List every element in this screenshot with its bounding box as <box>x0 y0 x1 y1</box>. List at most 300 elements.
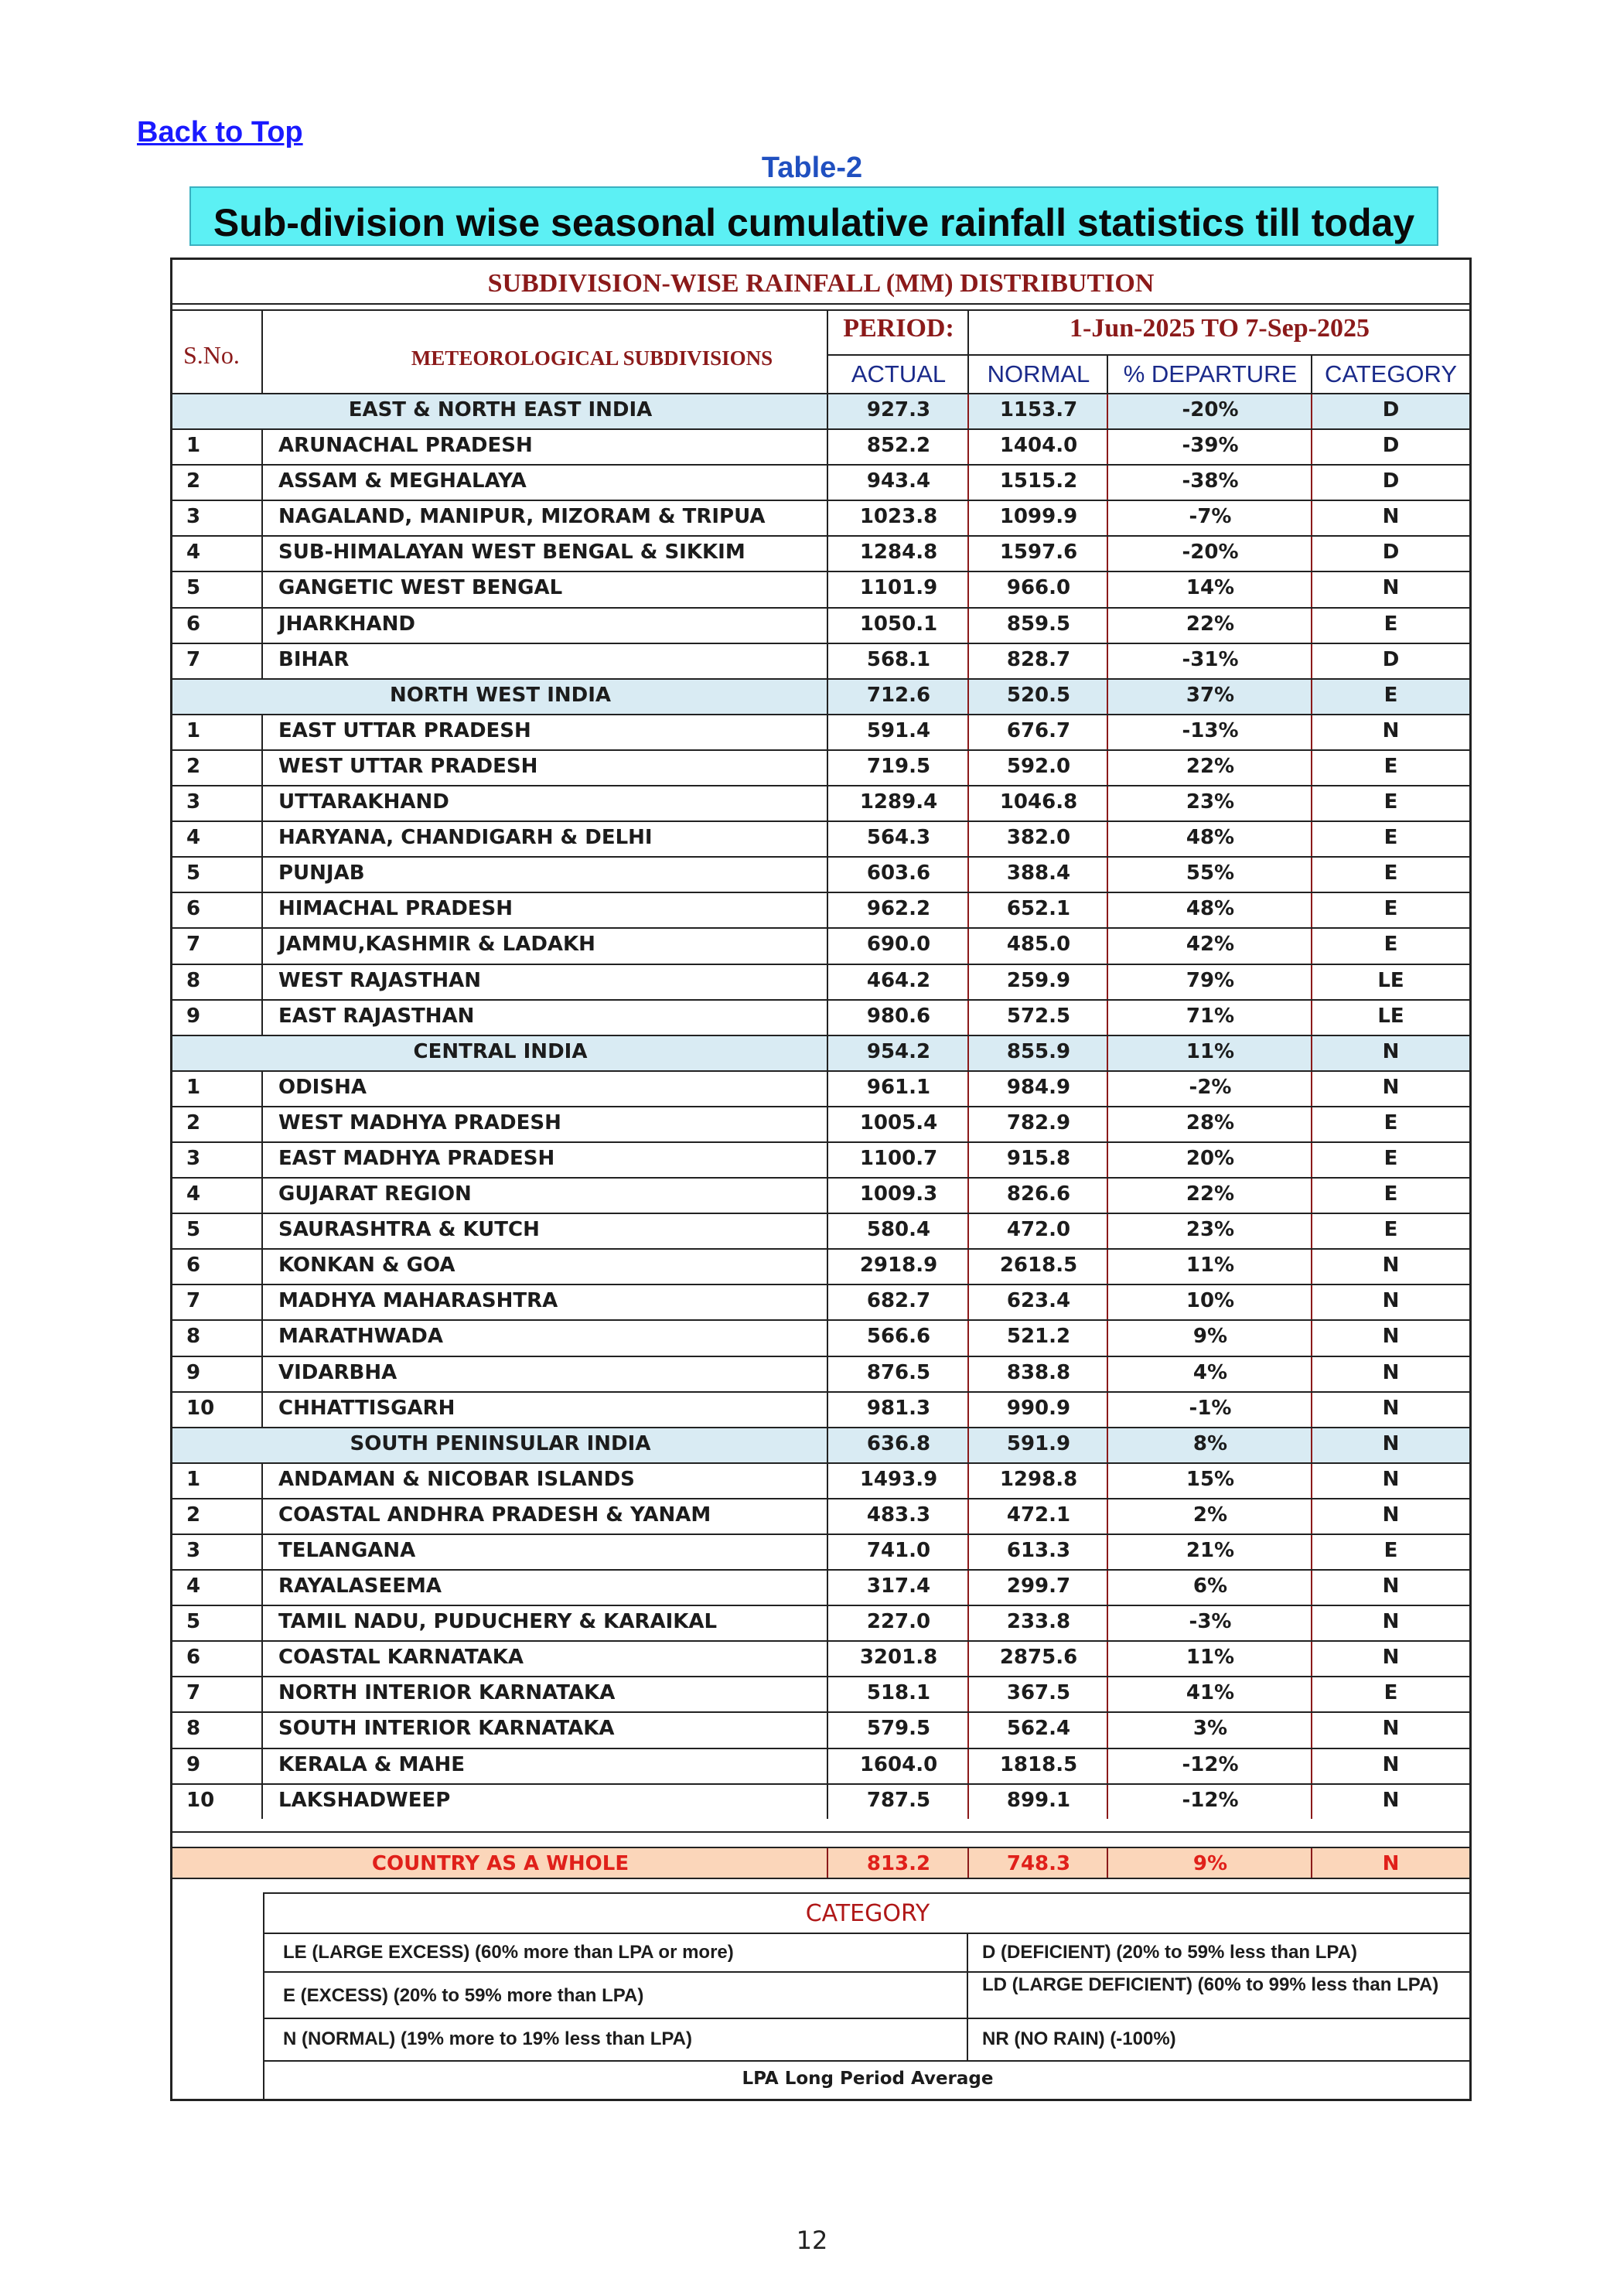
row-sno: 2 <box>186 754 201 778</box>
row-actual: 1009.3 <box>859 1182 938 1206</box>
row-normal: 562.4 <box>1006 1717 1071 1741</box>
row-departure: -2% <box>1189 1075 1232 1099</box>
row-subdivision: UTTARAKHAND <box>278 790 449 814</box>
row-normal: 1404.0 <box>999 434 1078 458</box>
table-row <box>172 1284 1469 1319</box>
period-range: 1-Jun-2025 TO 7-Sep-2025 <box>1070 314 1370 343</box>
row-sno: 7 <box>186 1289 201 1313</box>
table-row <box>172 1356 1469 1391</box>
row-category: E <box>1383 897 1398 921</box>
row-normal: 1298.8 <box>999 1467 1078 1491</box>
row-sno: 8 <box>186 1717 201 1741</box>
table-row <box>172 1319 1469 1355</box>
row-departure: -7% <box>1189 505 1232 529</box>
row-category: LE <box>1377 1004 1404 1028</box>
row-normal: 367.5 <box>1006 1681 1071 1705</box>
row-category: D <box>1382 541 1400 565</box>
row-subdivision: TELANGANA <box>278 1539 416 1562</box>
row-departure: 10% <box>1186 1289 1235 1313</box>
row-normal: 2875.6 <box>999 1646 1078 1670</box>
row-category: N <box>1382 1396 1400 1420</box>
table-row <box>172 856 1469 892</box>
row-category: N <box>1382 1254 1400 1278</box>
row-actual: 787.5 <box>866 1788 931 1812</box>
row-departure: 22% <box>1186 612 1235 636</box>
row-category: E <box>1383 1182 1398 1206</box>
row-actual: 690.0 <box>866 933 931 957</box>
row-sno: 1 <box>186 1467 201 1491</box>
row-subdivision: COASTAL ANDHRA PRADESH & YANAM <box>278 1503 711 1527</box>
row-actual: 1005.4 <box>859 1110 938 1134</box>
row-sno: 2 <box>186 1110 201 1134</box>
row-subdivision: RAYALASEEMA <box>278 1574 442 1598</box>
row-subdivision: LAKSHADWEEP <box>278 1788 451 1812</box>
table-row <box>172 1534 1469 1569</box>
row-departure: 28% <box>1186 1110 1235 1134</box>
table-row <box>172 1748 1469 1783</box>
row-departure: 20% <box>1186 1146 1235 1170</box>
row-departure: 9% <box>1192 1325 1228 1349</box>
row-category: E <box>1383 754 1398 778</box>
row-normal: 782.9 <box>1006 1110 1071 1134</box>
table-row <box>172 964 1469 999</box>
table-row <box>172 1141 1469 1177</box>
row-departure: 14% <box>1186 576 1235 600</box>
row-departure: -3% <box>1189 1610 1232 1634</box>
row-normal: 592.0 <box>1006 754 1071 778</box>
row-category: D <box>1382 398 1400 421</box>
row-normal: 485.0 <box>1006 933 1071 957</box>
row-category: E <box>1383 933 1398 957</box>
row-actual: 566.6 <box>866 1325 931 1349</box>
row-sno: 3 <box>186 790 201 814</box>
row-normal: 591.9 <box>1006 1431 1071 1455</box>
row-normal: 1515.2 <box>999 469 1078 493</box>
row-subdivision: HIMACHAL PRADESH <box>278 897 513 921</box>
row-subdivision: BIHAR <box>278 647 350 671</box>
table-row <box>172 464 1469 500</box>
table-row <box>172 749 1469 785</box>
row-departure: 15% <box>1186 1467 1235 1491</box>
row-sno: 1 <box>186 434 201 458</box>
row-category: N <box>1382 1646 1400 1670</box>
row-sno: 10 <box>186 1396 215 1420</box>
country-category: N <box>1382 1852 1400 1875</box>
legend-e: E (EXCESS) (20% to 59% more than LPA) <box>283 1985 644 2006</box>
row-departure: 48% <box>1186 826 1235 850</box>
row-subdivision: ANDAMAN & NICOBAR ISLANDS <box>278 1467 635 1491</box>
row-sno: 9 <box>186 1004 201 1028</box>
legend-nr: NR (NO RAIN) (-100%) <box>982 2028 1176 2049</box>
row-subdivision: KONKAN & GOA <box>278 1254 455 1278</box>
table-row <box>172 607 1469 643</box>
row-category: N <box>1382 1752 1400 1776</box>
table-row <box>172 1070 1469 1106</box>
sno-header: S.No. <box>183 341 240 369</box>
row-subdivision: SOUTH INTERIOR KARNATAKA <box>278 1717 615 1741</box>
row-actual: 852.2 <box>866 434 931 458</box>
row-sno: 1 <box>186 718 201 742</box>
row-normal: 984.9 <box>1006 1075 1071 1099</box>
col-normal-header: NORMAL <box>987 360 1090 387</box>
subdivision-header: METEOROLOGICAL SUBDIVISIONS <box>411 346 773 370</box>
row-sno: 6 <box>186 612 201 636</box>
row-category: N <box>1382 576 1400 600</box>
col-departure-header: % DEPARTURE <box>1123 360 1298 387</box>
table-row <box>172 1498 1469 1534</box>
row-subdivision: EAST UTTAR PRADESH <box>278 718 531 742</box>
row-departure: 42% <box>1186 933 1235 957</box>
row-sno: 6 <box>186 897 201 921</box>
banner-title: Sub-division wise seasonal cumulative rainfall statistics till today <box>213 201 1415 244</box>
row-sno: 5 <box>186 1218 201 1242</box>
table-row <box>172 535 1469 571</box>
row-departure: -31% <box>1182 647 1239 671</box>
row-normal: 1046.8 <box>999 790 1078 814</box>
row-subdivision: ARUNACHAL PRADESH <box>278 434 533 458</box>
row-category: N <box>1382 1325 1400 1349</box>
row-normal: 899.1 <box>1006 1788 1071 1812</box>
row-sno: 4 <box>186 1182 201 1206</box>
row-departure: 22% <box>1186 1182 1235 1206</box>
row-departure: 8% <box>1192 1431 1228 1455</box>
row-departure: 21% <box>1186 1539 1235 1562</box>
row-actual: 927.3 <box>866 398 931 421</box>
row-sno: 7 <box>186 1681 201 1705</box>
row-subdivision: VIDARBHA <box>278 1360 397 1384</box>
legend-d: D (DEFICIENT) (20% to 59% less than LPA) <box>982 1942 1357 1963</box>
region-name: EAST & NORTH EAST INDIA <box>348 398 653 421</box>
row-category: N <box>1382 1039 1400 1063</box>
row-category: N <box>1382 1075 1400 1099</box>
table-row <box>172 1462 1469 1498</box>
row-category: LE <box>1377 968 1404 992</box>
row-subdivision: CHHATTISGARH <box>278 1396 455 1420</box>
row-departure: 6% <box>1192 1574 1228 1598</box>
region-row <box>172 678 1469 714</box>
row-subdivision: COASTAL KARNATAKA <box>278 1646 524 1670</box>
region-row <box>172 1035 1469 1070</box>
legend-n: N (NORMAL) (19% more to 19% less than LPA) <box>283 2028 692 2049</box>
row-departure: 71% <box>1186 1004 1235 1028</box>
col-actual-header: ACTUAL <box>851 360 947 387</box>
row-category: E <box>1383 612 1398 636</box>
row-departure: 11% <box>1186 1039 1235 1063</box>
row-actual: 961.1 <box>866 1075 931 1099</box>
row-sno: 5 <box>186 861 201 885</box>
row-departure: 79% <box>1186 968 1235 992</box>
row-subdivision: KERALA & MAHE <box>278 1752 466 1776</box>
row-departure: 48% <box>1186 897 1235 921</box>
row-category: E <box>1383 1146 1398 1170</box>
row-subdivision: JAMMU,KASHMIR & LADAKH <box>278 933 595 957</box>
row-subdivision: GUJARAT REGION <box>278 1182 472 1206</box>
row-actual: 1493.9 <box>859 1467 938 1491</box>
row-departure: -38% <box>1182 469 1239 493</box>
row-actual: 317.4 <box>866 1574 931 1598</box>
table-row <box>172 1676 1469 1711</box>
row-category: E <box>1383 1539 1398 1562</box>
row-subdivision: NAGALAND, MANIPUR, MIZORAM & TRIPUA <box>278 505 766 529</box>
row-subdivision: TAMIL NADU, PUDUCHERY & KARAIKAL <box>278 1610 718 1634</box>
country-label: COUNTRY AS A WHOLE <box>371 1852 629 1875</box>
row-actual: 1289.4 <box>859 790 938 814</box>
country-row <box>172 1847 1469 1879</box>
table-row <box>172 714 1469 749</box>
row-departure: 37% <box>1186 683 1235 707</box>
table-row <box>172 500 1469 535</box>
table-row <box>172 927 1469 963</box>
row-actual: 1050.1 <box>859 612 938 636</box>
row-normal: 855.9 <box>1006 1039 1071 1063</box>
row-normal: 915.8 <box>1006 1146 1071 1170</box>
row-category: N <box>1382 1788 1400 1812</box>
row-subdivision: SAURASHTRA & KUTCH <box>278 1218 540 1242</box>
row-sno: 8 <box>186 1325 201 1349</box>
row-actual: 1604.0 <box>859 1752 938 1776</box>
row-category: E <box>1383 861 1398 885</box>
row-sno: 6 <box>186 1254 201 1278</box>
row-sno: 3 <box>186 1146 201 1170</box>
row-actual: 464.2 <box>866 968 931 992</box>
legend-ld: LD (LARGE DEFICIENT) (60% to 99% less than LPA) <box>982 1974 1439 1995</box>
row-actual: 682.7 <box>866 1289 931 1313</box>
row-sno: 5 <box>186 576 201 600</box>
row-actual: 1284.8 <box>859 541 938 565</box>
row-actual: 954.2 <box>866 1039 931 1063</box>
page-number: 12 <box>796 2226 828 2255</box>
row-actual: 483.3 <box>866 1503 931 1527</box>
legend-le: LE (LARGE EXCESS) (60% more than LPA or more) <box>283 1942 734 1963</box>
row-normal: 623.4 <box>1006 1289 1071 1313</box>
row-departure: 3% <box>1192 1717 1228 1741</box>
table-row <box>172 1248 1469 1284</box>
row-actual: 518.1 <box>866 1681 931 1705</box>
row-sno: 8 <box>186 968 201 992</box>
category-legend <box>263 1892 1469 2099</box>
row-departure: -1% <box>1189 1396 1232 1420</box>
row-sno: 7 <box>186 933 201 957</box>
row-subdivision: MADHYA MAHARASHTRA <box>278 1289 558 1313</box>
row-normal: 613.3 <box>1006 1539 1071 1562</box>
row-sno: 4 <box>186 826 201 850</box>
row-subdivision: MARATHWADA <box>278 1325 443 1349</box>
row-subdivision: EAST MADHYA PRADESH <box>278 1146 555 1170</box>
row-category: E <box>1383 683 1398 707</box>
row-category: N <box>1382 1717 1400 1741</box>
row-category: N <box>1382 718 1400 742</box>
row-sno: 5 <box>186 1610 201 1634</box>
table-row <box>172 1177 1469 1213</box>
row-normal: 966.0 <box>1006 576 1071 600</box>
row-subdivision: WEST MADHYA PRADESH <box>278 1110 561 1134</box>
row-category: N <box>1382 1610 1400 1634</box>
row-normal: 299.7 <box>1006 1574 1071 1598</box>
table-row <box>172 643 1469 678</box>
row-subdivision: ASSAM & MEGHALAYA <box>278 469 527 493</box>
rainfall-table <box>170 258 1472 2101</box>
row-actual: 962.2 <box>866 897 931 921</box>
row-normal: 382.0 <box>1006 826 1071 850</box>
row-sno: 4 <box>186 541 201 565</box>
row-category: D <box>1382 647 1400 671</box>
table-row <box>172 1783 1469 1819</box>
row-sno: 4 <box>186 1574 201 1598</box>
row-category: E <box>1383 790 1398 814</box>
row-actual: 1101.9 <box>859 576 938 600</box>
table-row <box>172 571 1469 606</box>
row-subdivision: EAST RAJASTHAN <box>278 1004 475 1028</box>
row-departure: 23% <box>1186 790 1235 814</box>
row-departure: 11% <box>1186 1254 1235 1278</box>
row-departure: 4% <box>1192 1360 1228 1384</box>
row-sno: 6 <box>186 1646 201 1670</box>
row-sno: 2 <box>186 1503 201 1527</box>
row-actual: 876.5 <box>866 1360 931 1384</box>
row-subdivision: WEST RAJASTHAN <box>278 968 481 992</box>
region-name: CENTRAL INDIA <box>413 1039 588 1063</box>
region-name: NORTH WEST INDIA <box>389 683 612 707</box>
table-row <box>172 1213 1469 1248</box>
banner <box>189 186 1438 246</box>
row-departure: 55% <box>1186 861 1235 885</box>
region-name: SOUTH PENINSULAR INDIA <box>350 1431 651 1455</box>
table-title: SUBDIVISION-WISE RAINFALL (MM) DISTRIBUTION <box>487 269 1155 298</box>
row-sno: 3 <box>186 1539 201 1562</box>
row-actual: 2918.9 <box>859 1254 938 1278</box>
row-normal: 521.2 <box>1006 1325 1071 1349</box>
row-subdivision: HARYANA, CHANDIGARH & DELHI <box>278 826 653 850</box>
row-subdivision: ODISHA <box>278 1075 367 1099</box>
legend-lpa: LPA Long Period Average <box>742 2069 994 2089</box>
legend-title: CATEGORY <box>805 1900 930 1927</box>
table-row <box>172 999 1469 1035</box>
row-normal: 259.9 <box>1006 968 1071 992</box>
table-row <box>172 428 1469 464</box>
row-actual: 943.4 <box>866 469 931 493</box>
row-normal: 520.5 <box>1006 683 1071 707</box>
row-sno: 9 <box>186 1360 201 1384</box>
row-actual: 981.3 <box>866 1396 931 1420</box>
row-normal: 2618.5 <box>999 1254 1078 1278</box>
row-actual: 712.6 <box>866 683 931 707</box>
row-departure: -20% <box>1182 541 1239 565</box>
row-actual: 741.0 <box>866 1539 931 1562</box>
country-departure: 9% <box>1192 1852 1228 1875</box>
row-category: D <box>1382 434 1400 458</box>
row-sno: 1 <box>186 1075 201 1099</box>
row-category: N <box>1382 1431 1400 1455</box>
row-normal: 859.5 <box>1006 612 1071 636</box>
row-departure: -12% <box>1182 1788 1239 1812</box>
table-label: Table-2 <box>761 152 863 184</box>
row-normal: 838.8 <box>1006 1360 1071 1384</box>
row-subdivision: WEST UTTAR PRADESH <box>278 754 538 778</box>
row-sno: 7 <box>186 647 201 671</box>
row-normal: 472.1 <box>1006 1503 1071 1527</box>
row-subdivision: PUNJAB <box>278 861 365 885</box>
row-normal: 828.7 <box>1006 647 1071 671</box>
row-actual: 3201.8 <box>859 1646 938 1670</box>
row-actual: 564.3 <box>866 826 931 850</box>
row-normal: 1099.9 <box>999 505 1078 529</box>
row-category: E <box>1383 1218 1398 1242</box>
row-actual: 227.0 <box>866 1610 931 1634</box>
row-normal: 233.8 <box>1006 1610 1071 1634</box>
row-category: E <box>1383 1110 1398 1134</box>
row-normal: 676.7 <box>1006 718 1071 742</box>
row-actual: 579.5 <box>866 1717 931 1741</box>
country-normal: 748.3 <box>1006 1852 1071 1875</box>
row-departure: -39% <box>1182 434 1239 458</box>
row-actual: 603.6 <box>866 861 931 885</box>
row-actual: 1100.7 <box>859 1146 938 1170</box>
table-row <box>172 1391 1469 1427</box>
row-normal: 1153.7 <box>999 398 1078 421</box>
table-row <box>172 1605 1469 1640</box>
table-row <box>172 1106 1469 1141</box>
table-row <box>172 1640 1469 1676</box>
col-category-header: CATEGORY <box>1324 360 1458 387</box>
row-category: N <box>1382 1467 1400 1491</box>
row-sno: 2 <box>186 469 201 493</box>
row-actual: 591.4 <box>866 718 931 742</box>
row-departure: 22% <box>1186 754 1235 778</box>
row-sno: 9 <box>186 1752 201 1776</box>
row-subdivision: GANGETIC WEST BENGAL <box>278 576 563 600</box>
row-departure: -13% <box>1182 718 1239 742</box>
row-category: N <box>1382 1360 1400 1384</box>
row-category: E <box>1383 826 1398 850</box>
row-normal: 990.9 <box>1006 1396 1071 1420</box>
row-sno: 10 <box>186 1788 215 1812</box>
region-row <box>172 1427 1469 1462</box>
period-label: PERIOD: <box>843 314 954 343</box>
row-actual: 980.6 <box>866 1004 931 1028</box>
row-normal: 388.4 <box>1006 861 1071 885</box>
row-departure: 23% <box>1186 1218 1235 1242</box>
row-actual: 568.1 <box>866 647 931 671</box>
row-departure: 41% <box>1186 1681 1235 1705</box>
row-normal: 652.1 <box>1006 897 1071 921</box>
row-category: N <box>1382 1503 1400 1527</box>
country-actual: 813.2 <box>866 1852 931 1875</box>
row-actual: 636.8 <box>866 1431 931 1455</box>
row-subdivision: NORTH INTERIOR KARNATAKA <box>278 1681 616 1705</box>
table-row <box>172 820 1469 856</box>
row-subdivision: SUB-HIMALAYAN WEST BENGAL & SIKKIM <box>278 541 745 565</box>
row-actual: 719.5 <box>866 754 931 778</box>
row-actual: 580.4 <box>866 1218 931 1242</box>
row-normal: 1597.6 <box>999 541 1078 565</box>
row-category: E <box>1383 1681 1398 1705</box>
table-body <box>172 393 1469 1819</box>
row-category: N <box>1382 505 1400 529</box>
table-row <box>172 785 1469 820</box>
row-category: D <box>1382 469 1400 493</box>
back-to-top-link[interactable]: Back to Top <box>137 116 303 148</box>
row-departure: 2% <box>1192 1503 1228 1527</box>
row-departure: -20% <box>1182 398 1239 421</box>
table-row <box>172 892 1469 927</box>
row-departure: 11% <box>1186 1646 1235 1670</box>
region-row <box>172 393 1469 428</box>
row-category: N <box>1382 1289 1400 1313</box>
row-normal: 826.6 <box>1006 1182 1071 1206</box>
row-sno: 3 <box>186 505 201 529</box>
row-actual: 1023.8 <box>859 505 938 529</box>
row-normal: 1818.5 <box>999 1752 1078 1776</box>
